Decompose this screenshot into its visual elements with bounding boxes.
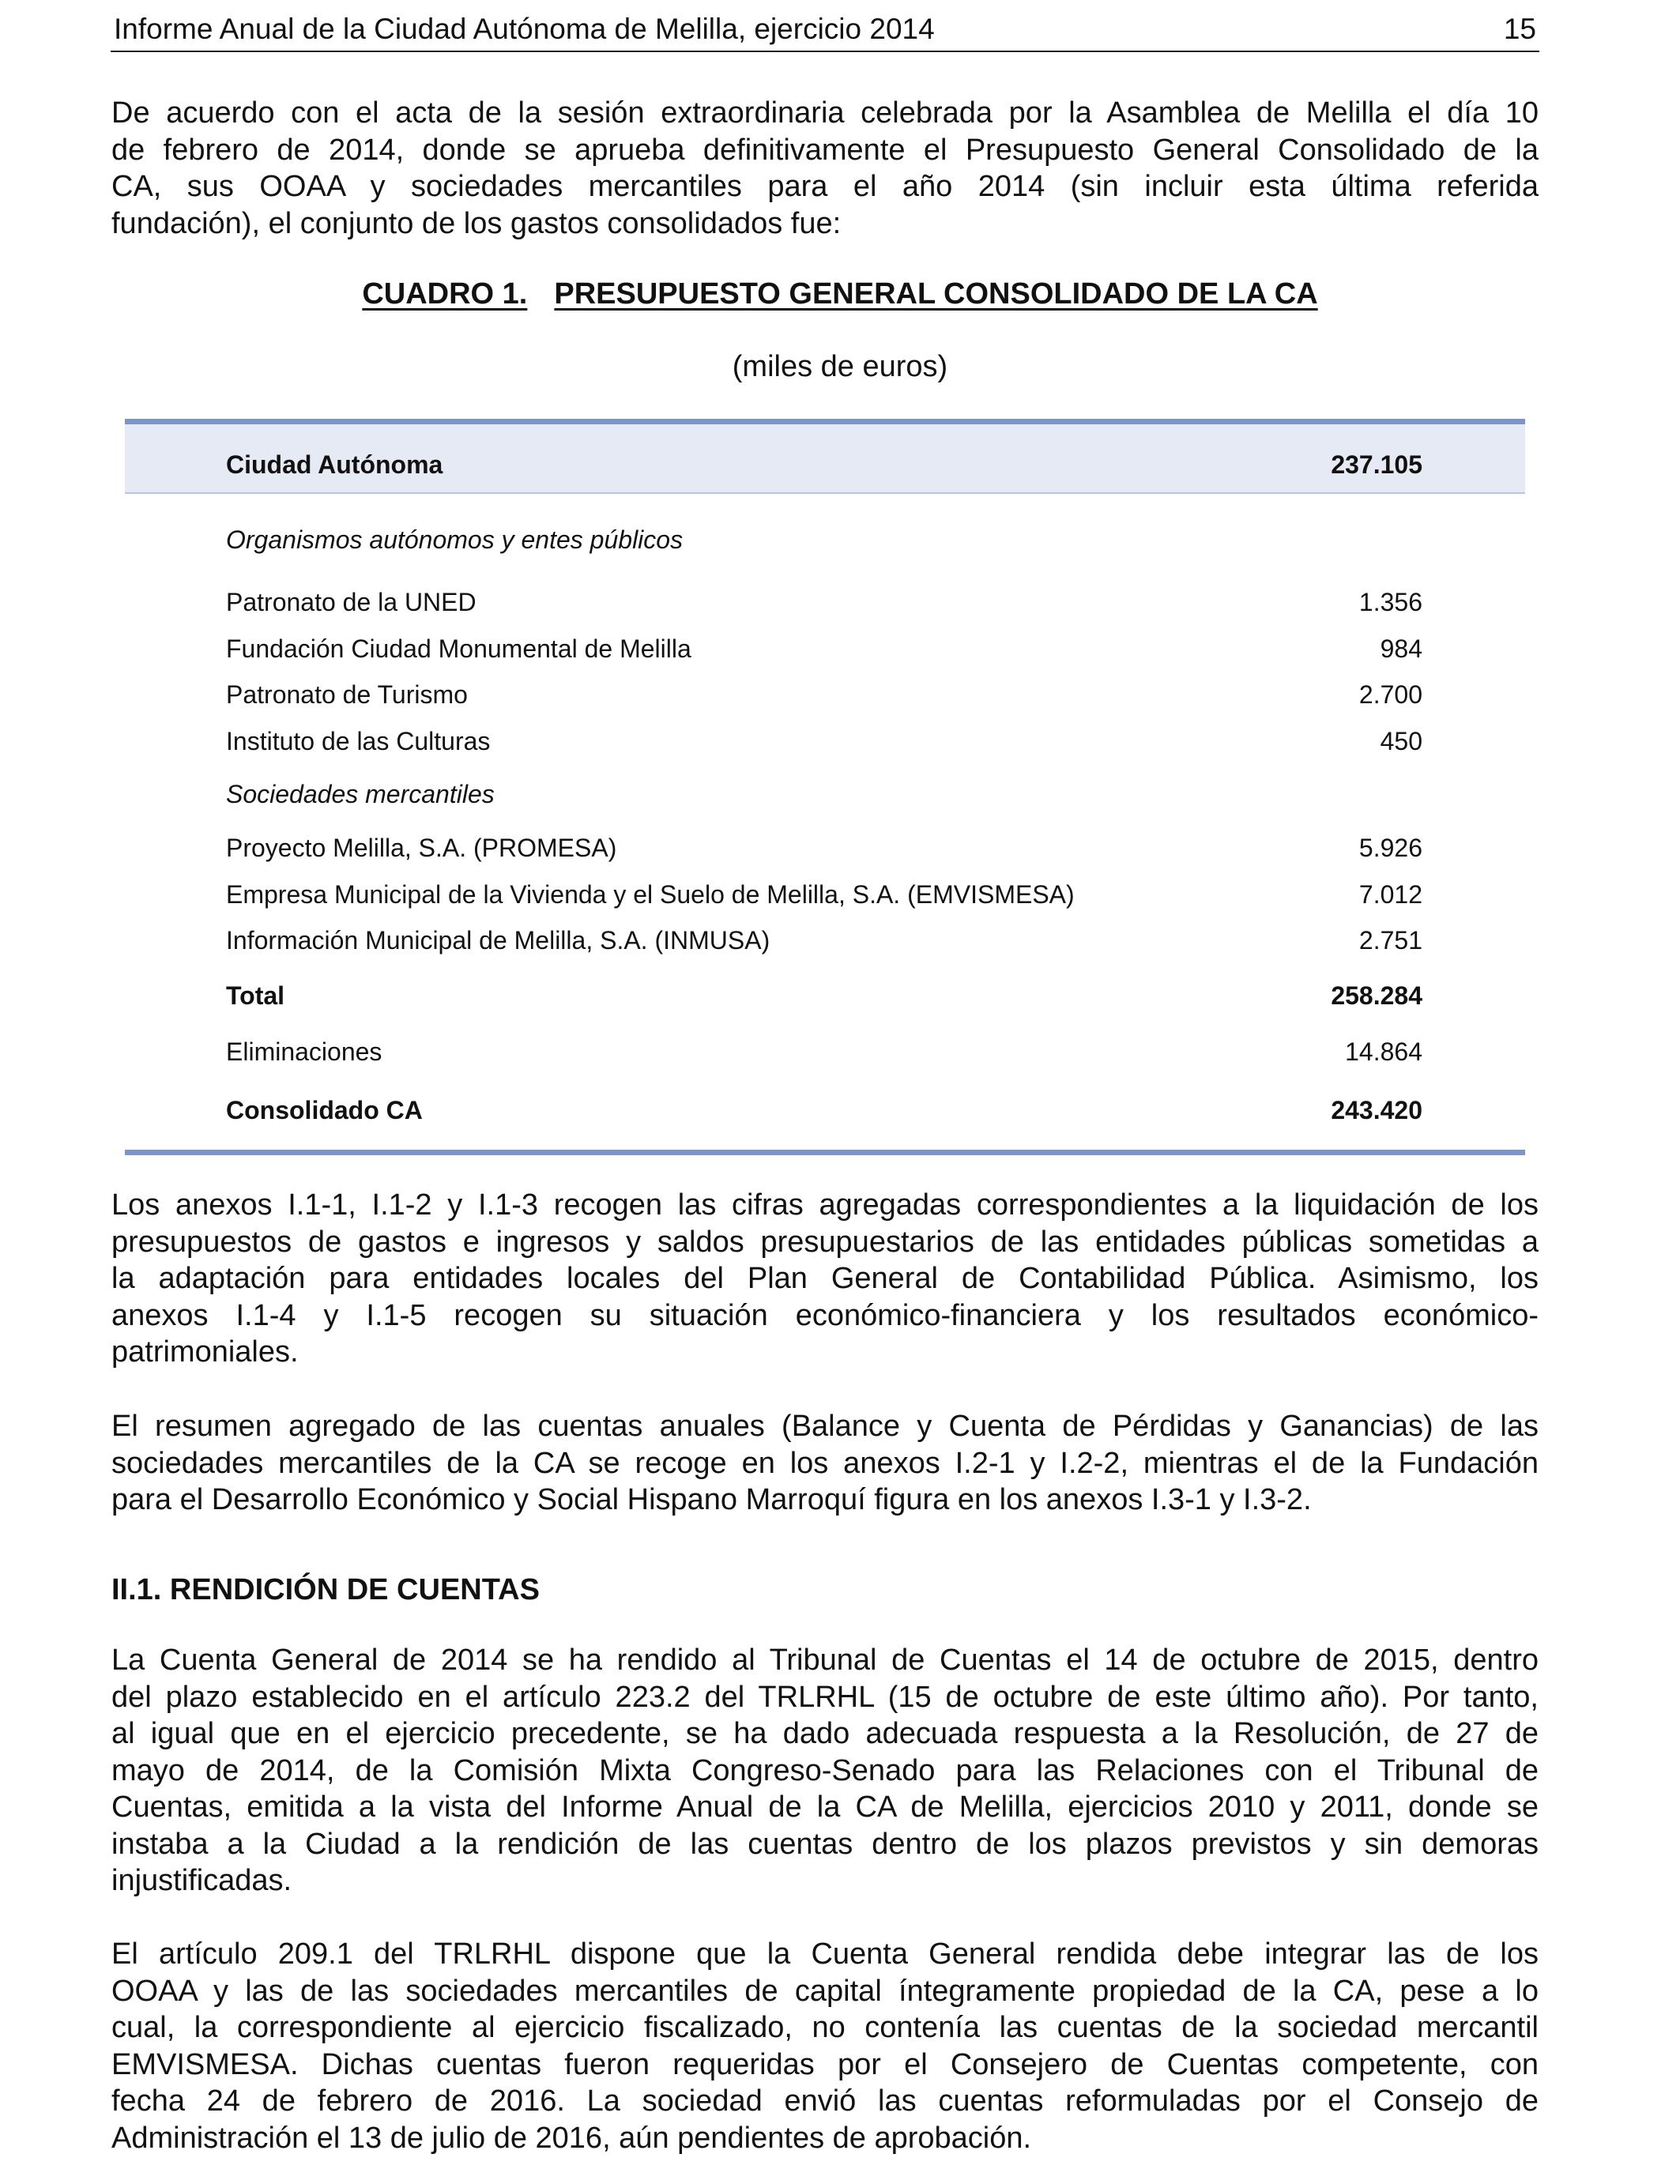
row-value: 14.864	[1345, 1037, 1422, 1066]
table-caption	[0, 275, 1680, 313]
cuenta-general-paragraph	[111, 1642, 1539, 1900]
row-value: 243.420	[1331, 1096, 1422, 1124]
header-title: Informe Anual de la Ciudad Autónoma de Melilla, ejercicio 2014	[114, 13, 935, 45]
paragraph-line: El artículo 209.1 del TRLRHL dispone que la Cuenta General rendida debe integrar las de los	[111, 1937, 1539, 1971]
paragraph-line: OOAA y las de las sociedades mercantiles de capital íntegramente propiedad de la CA, pese a lo	[111, 1974, 1539, 2008]
row-label: Patronato de Turismo	[226, 680, 468, 709]
row-value: 1.356	[1358, 588, 1422, 616]
intro-paragraph	[111, 95, 1539, 242]
row-label: Ciudad Autónoma	[226, 450, 443, 479]
row-label: Información Municipal de Melilla, S.A. (INMUSA)	[226, 926, 770, 955]
row-value: 258.284	[1331, 981, 1422, 1010]
paragraph-line: injustificadas.	[111, 1864, 292, 1897]
row-value: 2.751	[1358, 926, 1422, 955]
running-header	[111, 9, 1539, 52]
row-value: 984	[1380, 634, 1422, 663]
paragraph-line: de febrero de 2014, donde se aprueba definitivamente el Presupuesto General Consolidado de la	[111, 133, 1539, 167]
paragraph-line: cual, la correspondiente al ejercicio fiscalizado, no contenía las cuentas de la sociedad mercantil	[111, 2011, 1539, 2044]
budget-table: Ciudad Autónoma 237.105 Organismos autónomos y entes públicos Patronato de la UNED 1.356 Fundación Ciudad Monumental de Melilla 984 Patronato de Turismo 2.700 Instituto de las Culturas 450 Sociedades mercantiles Proyecto Melilla, S.A. (PROMESA) 5.926 Empresa Municipal de la Vivienda y el Suelo de Melilla, S.A. (EMVISMESA) 7.012 Información Municipal de Melilla, S.A. (INMUSA) 2.751 Total 258.284 Eliminaciones 14.864 Consolidado CA 243.420	[125, 419, 1525, 1155]
table-top-rule	[125, 419, 1525, 424]
paragraph-line: EMVISMESA. Dichas cuentas fueron requeridas por el Consejero de Cuentas competente, con	[111, 2047, 1539, 2081]
paragraph-line: La Cuenta General de 2014 se ha rendido al Tribunal de Cuentas el 14 de octubre de 2015, dentro	[111, 1644, 1539, 1677]
row-label: Eliminaciones	[226, 1037, 382, 1066]
resumen-paragraph	[111, 1408, 1539, 1519]
table-bottom-rule	[125, 1150, 1525, 1155]
paragraph-line: mayo de 2014, de la Comisión Mixta Congreso-Senado para las Relaciones con el Tribunal de	[111, 1753, 1539, 1787]
paragraph-line: al igual que en el ejercicio precedente, se ha dado adecuada respuesta a la Resolución, de 27 de	[111, 1717, 1539, 1750]
paragraph-line: para el Desarrollo Económico y Social Hispano Marroquí figura en los anexos I.3-1 y I.3-2.	[111, 1483, 1312, 1516]
paragraph-line: Cuentas, emitida a la vista del Informe Anual de la CA de Melilla, ejercicios 2010 y 2011, donde se	[111, 1791, 1539, 1824]
paragraph-line: fundación), el conjunto de los gastos consolidados fue:	[111, 206, 842, 240]
table-units: (miles de euros)	[732, 350, 948, 383]
row-value: 450	[1380, 727, 1422, 755]
row-label: Fundación Ciudad Monumental de Melilla	[226, 634, 691, 663]
paragraph-line: El resumen agregado de las cuentas anuales (Balance y Cuenta de Pérdidas y Ganancias) de las	[111, 1410, 1539, 1443]
anexos-paragraph	[111, 1187, 1539, 1371]
paragraph-line: la adaptación para entidades locales del Plan General de Contabilidad Pública. Asimismo, los	[111, 1262, 1539, 1295]
paragraph-line: instaba a la Ciudad a la rendición de las cuentas dentro de los plazos previstos y sin demoras	[111, 1827, 1539, 1861]
row-value: 7.012	[1358, 880, 1422, 909]
row-label: Instituto de las Culturas	[226, 727, 491, 755]
row-label: Empresa Municipal de la Vivienda y el Suelo de Melilla, S.A. (EMVISMESA)	[226, 880, 1075, 909]
table-caption-number: CUADRO 1.	[362, 277, 528, 311]
paragraph-line: De acuerdo con el acta de la sesión extraordinaria celebrada por la Asamblea de Melilla el día 10	[111, 96, 1539, 130]
row-value: 2.700	[1358, 680, 1422, 709]
paragraph-line: patrimoniales.	[111, 1335, 299, 1369]
row-label: Total	[226, 981, 285, 1010]
row-label: Consolidado CA	[226, 1096, 423, 1124]
paragraph-line: CA, sus OOAA y sociedades mercantiles para el año 2014 (sin incluir esta última referida	[111, 170, 1539, 203]
row-value: 5.926	[1358, 834, 1422, 862]
paragraph-line: anexos I.1-4 y I.1-5 recogen su situación económico-financiera y los resultados económico-	[111, 1298, 1539, 1332]
page-number: 15	[1503, 13, 1536, 45]
articulo-paragraph	[111, 1936, 1539, 2156]
row-label: Proyecto Melilla, S.A. (PROMESA)	[226, 834, 617, 862]
paragraph-line: sociedades mercantiles de la CA se recoge en los anexos I.2-1 y I.2-2, mientras el de la Fundación	[111, 1446, 1539, 1480]
paragraph-line: presupuestos de gastos e ingresos y saldos presupuestarios de las entidades públicas sometidas a	[111, 1225, 1539, 1259]
paragraph-line: Administración el 13 de julio de 2016, aún pendientes de aprobación.	[111, 2121, 1032, 2155]
paragraph-line: del plazo establecido en el artículo 223.2 del TRLRHL (15 de octubre de este último año). Por tanto,	[111, 1680, 1539, 1714]
row-value: 237.105	[1331, 450, 1422, 479]
row-label: Patronato de la UNED	[226, 588, 477, 616]
paragraph-line: fecha 24 de febrero de 2016. La sociedad envió las cuentas reformuladas por el Consejo de	[111, 2084, 1539, 2118]
table-caption-title: PRESUPUESTO GENERAL CONSOLIDADO DE LA CA	[554, 277, 1318, 311]
paragraph-line: Los anexos I.1-1, I.1-2 y I.1-3 recogen las cifras agregadas correspondientes a la liquidación de los	[111, 1188, 1539, 1222]
section-heading: II.1. RENDICIÓN DE CUENTAS	[111, 1573, 540, 1606]
